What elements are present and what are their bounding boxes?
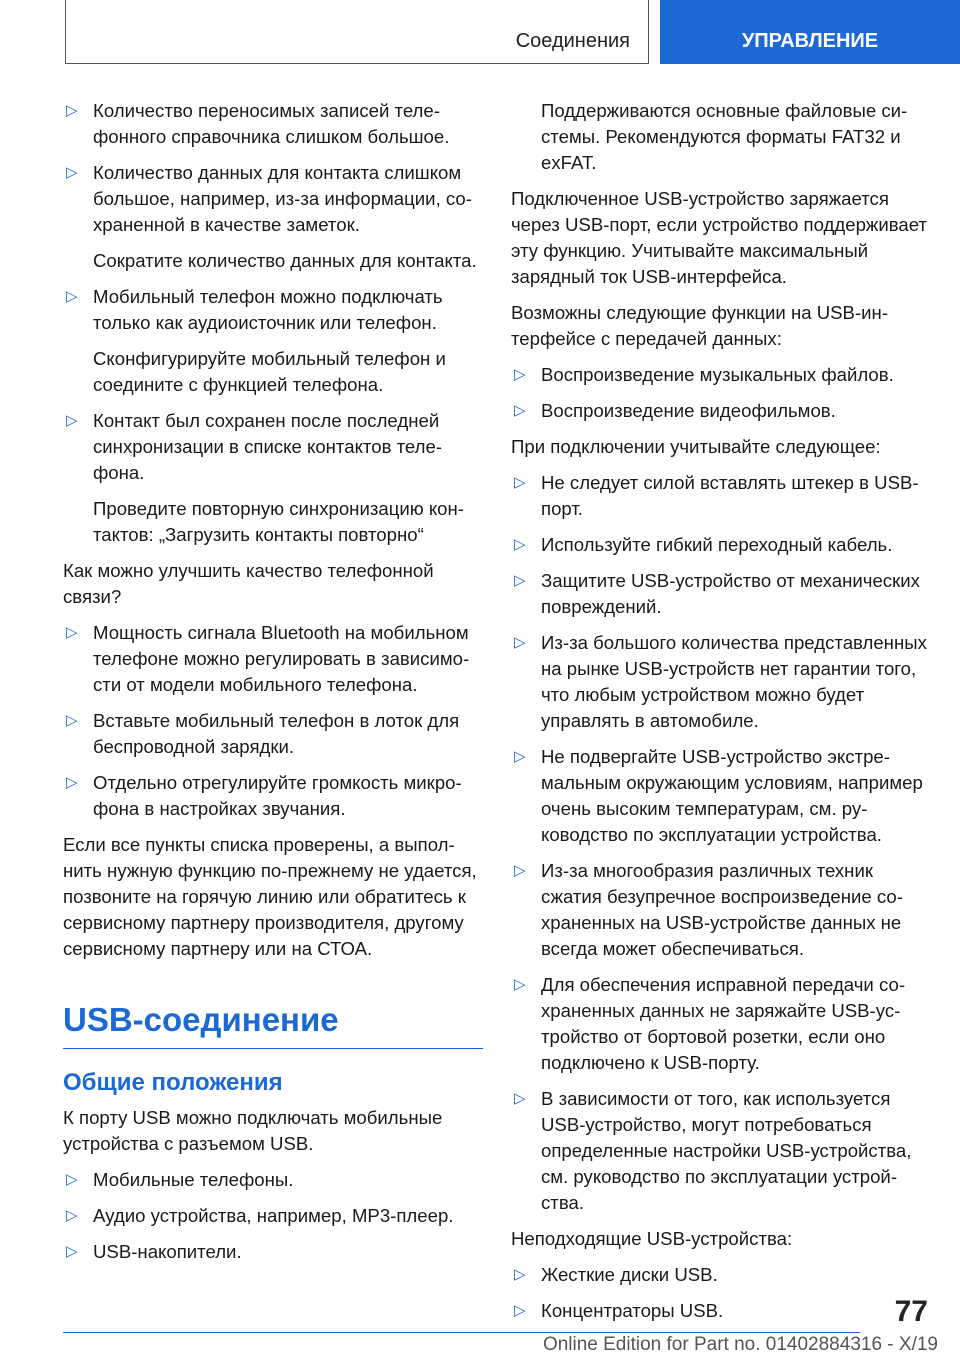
list-item: ▷ Отдельно отрегулируйте громкость микрофона в настройках звучания. bbox=[66, 772, 462, 819]
list-item: ▷ Используйте гибкий переходный кабель. bbox=[511, 532, 931, 558]
chapter-tab-label: УПРАВЛЕНИЕ bbox=[741, 29, 879, 52]
list-item: ▷ Мобильные телефоны. bbox=[63, 1167, 483, 1193]
footer-divider bbox=[63, 1332, 860, 1333]
left-column bbox=[63, 98, 483, 1275]
section-heading: USB-соединение bbox=[63, 1000, 483, 1049]
triangle-bullet-icon: ▷ bbox=[514, 748, 526, 765]
triangle-bullet-icon: ▷ bbox=[66, 1171, 78, 1188]
list-item: ▷ USB-накопители. bbox=[63, 1239, 483, 1265]
list-item: ▷ Защитите USB-устройство от механических повреждений. bbox=[514, 570, 920, 617]
list-item: ▷ Из-за большого количества представленных на рынке USB-устройств нет гарантии того, что любым устройством можно будет управлять в автомобиле. bbox=[514, 632, 927, 731]
paragraph: Возможны следующие функции на USB-интерфейсе с передачей данных: bbox=[511, 302, 889, 349]
footer-edition-text: Online Edition for Part no. 01402884316 - X/19 bbox=[542, 1334, 938, 1355]
list-item-note: Сократите количество данных для контакта. bbox=[93, 250, 477, 271]
triangle-bullet-icon: ▷ bbox=[66, 1207, 78, 1224]
list-item: ▷ Не следует силой вставлять штекер в USB-порт. bbox=[514, 472, 919, 519]
list-item: ▷ Вставьте мобильный телефон в лоток для беспроводной зарядки. bbox=[66, 710, 460, 757]
triangle-bullet-icon: ▷ bbox=[514, 1090, 526, 1107]
list-item: ▷ В зависимости от того, как используется USB-устройство, могут потребоваться определенные настройки USB-устройства, см. руководство по эксплуатации устройства. bbox=[514, 1088, 912, 1213]
triangle-bullet-icon: ▷ bbox=[514, 366, 526, 383]
triangle-bullet-icon: ▷ bbox=[514, 572, 526, 589]
right-column bbox=[511, 98, 931, 1334]
question-paragraph: Как можно улучшить качество телефонной связи? bbox=[63, 560, 434, 607]
triangle-bullet-icon: ▷ bbox=[66, 624, 78, 641]
list-item-note: Поддерживаются основные файловые системы. Рекомендуются форматы FAT32 и exFAT. bbox=[541, 100, 908, 173]
triangle-bullet-icon: ▷ bbox=[66, 774, 78, 791]
triangle-bullet-icon: ▷ bbox=[514, 536, 526, 553]
chapter-tab[interactable] bbox=[660, 0, 960, 64]
triangle-bullet-icon: ▷ bbox=[514, 1266, 526, 1283]
paragraph: Неподходящие USB-устройства: bbox=[511, 1228, 793, 1249]
section-title: Соединения bbox=[515, 30, 630, 52]
triangle-bullet-icon: ▷ bbox=[514, 474, 526, 491]
triangle-bullet-icon: ▷ bbox=[66, 412, 78, 429]
paragraph: Если все пункты списка проверены, а выполнить нужную функцию по-прежнему не удается, позвоните на горячую линию или обратитесь к сервисному партнеру производителя, другому сервисному партнеру или на СТОА. bbox=[63, 834, 477, 959]
triangle-bullet-icon: ▷ bbox=[514, 862, 526, 879]
paragraph: К порту USB можно подключать мобильные устройства с разъемом USB. bbox=[63, 1107, 443, 1154]
triangle-bullet-icon: ▷ bbox=[66, 1243, 78, 1260]
header-frame bbox=[65, 0, 649, 64]
paragraph: Подключенное USB-устройство заряжается через USB-порт, если устройство поддерживает эту функцию. Учитывайте максимальный зарядный ток USB-интерфейса. bbox=[511, 188, 927, 287]
list-item: ▷ Количество данных для контакта слишком большое, например, из-за информации, сохраненной в качестве заметок. bbox=[66, 162, 472, 235]
list-item: ▷ Не подвергайте USB-устройство экстремальным окружающим условиям, например очень высоким температурам, см. руководство по эксплуатации устройства. bbox=[514, 746, 923, 845]
list-item: ▷ Количество переносимых записей телефонного справочника слишком большое. bbox=[66, 100, 450, 147]
list-item: ▷ Аудио устройства, например, MP3-плеер. bbox=[63, 1203, 483, 1229]
paragraph: При подключении учитывайте следующее: bbox=[511, 436, 881, 457]
triangle-bullet-icon: ▷ bbox=[66, 288, 78, 305]
list-item: ▷ Жесткие диски USB. bbox=[511, 1262, 931, 1288]
triangle-bullet-icon: ▷ bbox=[514, 402, 526, 419]
list-item: ▷ Воспроизведение видеофильмов. bbox=[511, 398, 931, 424]
list-item-note: Проведите повторную синхронизацию контактов: „Загрузить контакты повторно“ bbox=[93, 498, 464, 545]
subsection-heading: Общие положения bbox=[63, 1069, 283, 1096]
list-item: ▷ Мобильный телефон можно подключать только как аудиоисточник или телефон. bbox=[66, 286, 443, 333]
triangle-bullet-icon: ▷ bbox=[66, 102, 78, 119]
triangle-bullet-icon: ▷ bbox=[66, 712, 78, 729]
list-item-note: Сконфигурируйте мобильный телефон и соедините с функцией телефона. bbox=[93, 348, 446, 395]
triangle-bullet-icon: ▷ bbox=[514, 976, 526, 993]
triangle-bullet-icon: ▷ bbox=[514, 1302, 526, 1319]
list-item: ▷ Из-за многообразия различных техник сжатия безупречное воспроизведение сохраненных на USB-устройстве данных не всегда может обеспечиваться. bbox=[514, 860, 903, 959]
list-item: ▷ Контакт был сохранен после последней синхронизации в списке контактов телефона. bbox=[66, 410, 443, 483]
list-item: ▷ Мощность сигнала Bluetooth на мобильном телефоне можно регулировать в зависимости от модели мобильного телефона. bbox=[66, 622, 470, 695]
triangle-bullet-icon: ▷ bbox=[514, 634, 526, 651]
list-item: ▷ Для обеспечения исправной передачи сохраненных данных не заряжайте USB-устройство от бортовой розетки, если оно подключено к USB-порту. bbox=[514, 974, 906, 1073]
triangle-bullet-icon: ▷ bbox=[66, 164, 78, 181]
list-item: ▷ Воспроизведение музыкальных файлов. bbox=[511, 362, 931, 388]
list-item: ▷ Концентраторы USB. bbox=[511, 1298, 931, 1324]
page-number: 77 bbox=[894, 1295, 928, 1328]
